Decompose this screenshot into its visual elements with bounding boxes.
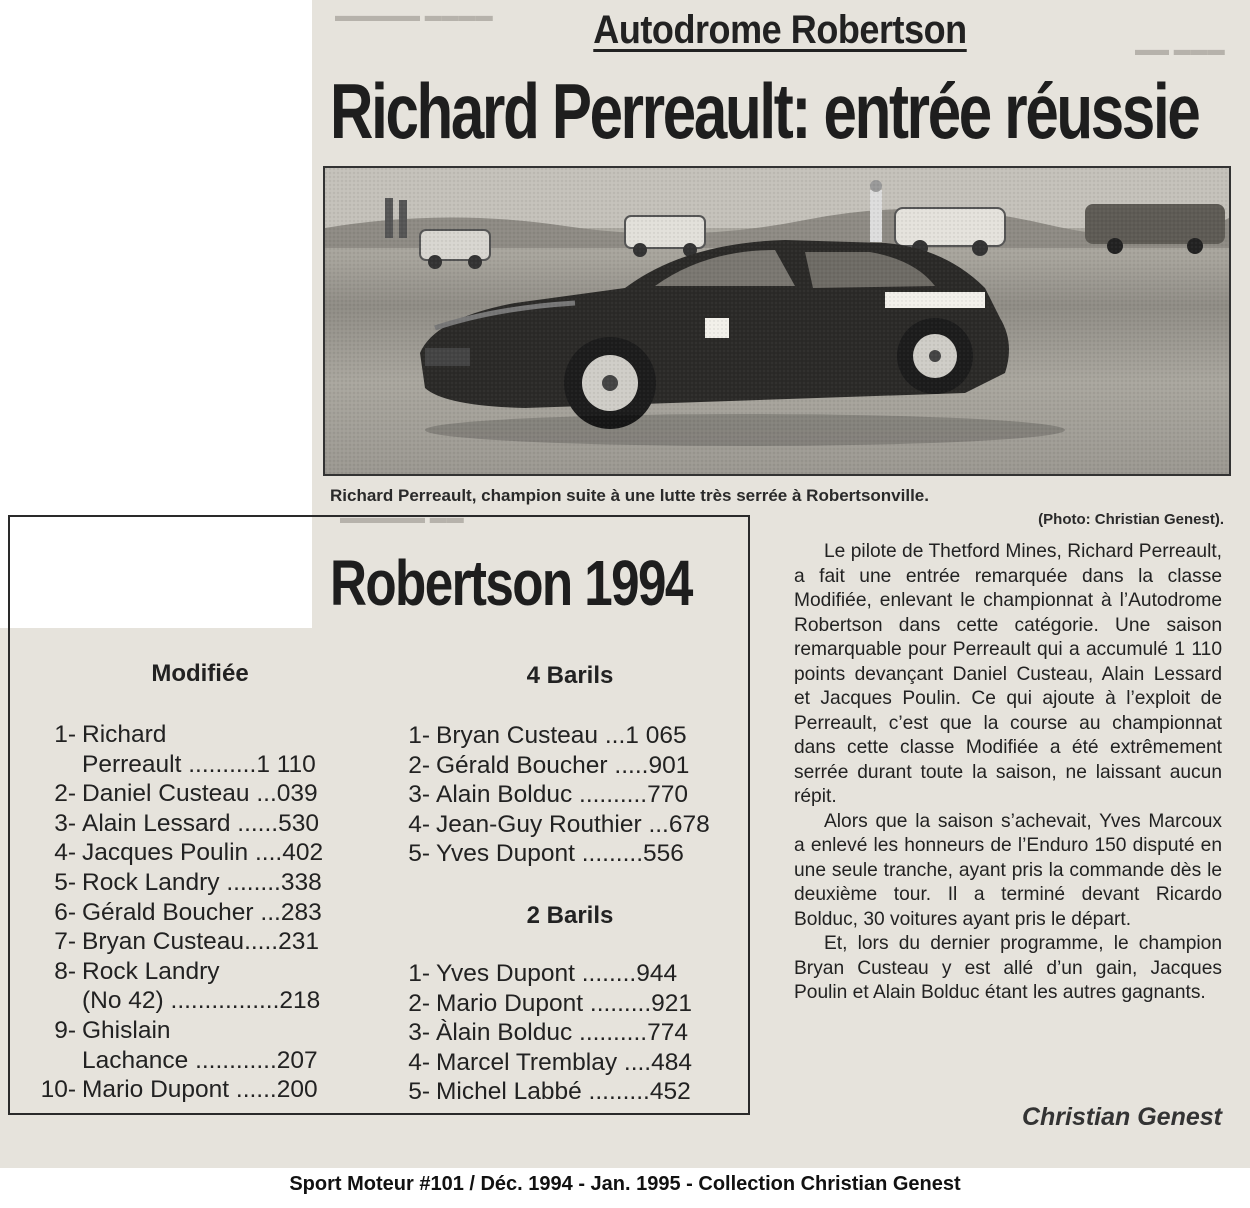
standings-row	[400, 721, 710, 751]
leader-dots: .....	[607, 751, 649, 779]
driver-name: Lachance	[82, 1046, 189, 1074]
collection-footer: Sport Moteur #101 / Déc. 1994 - Jan. 1995 - Collection Christian Genest	[289, 1173, 961, 1195]
rank-number: 4-	[408, 1048, 430, 1076]
points-value: 774	[647, 1019, 688, 1047]
standings-row	[28, 838, 323, 868]
points-value: 218	[279, 987, 321, 1015]
article-headline: Richard Perreault: entrée réussie	[330, 67, 1199, 155]
driver-name: Alain Lessard	[82, 809, 231, 837]
standings-row	[400, 810, 710, 840]
points-value: 1 065	[625, 722, 687, 749]
leader-dots: .........	[583, 989, 652, 1017]
leader-dots: ..........	[572, 781, 648, 809]
standings-row	[28, 809, 323, 839]
standings-row	[28, 1046, 323, 1076]
points-value: 484	[651, 1048, 693, 1076]
standings-row	[28, 957, 323, 987]
race-car-illustration	[325, 168, 1229, 474]
rank-number: 1-	[408, 960, 430, 987]
rank-number: 7-	[54, 928, 76, 956]
standings-row	[400, 780, 710, 810]
standings-row	[28, 779, 323, 809]
rank-number: 5-	[54, 868, 76, 896]
leader-dots: .........	[574, 840, 644, 868]
leader-dots: ............	[188, 1046, 277, 1074]
rank-number: 3-	[408, 1019, 430, 1047]
driver-name: Jean-Guy Routhier	[436, 810, 642, 838]
points-value: 921	[651, 989, 693, 1017]
driver-name: Mario Dupont	[436, 989, 584, 1017]
rank-number: 10-	[40, 1076, 76, 1104]
rank-number: 8-	[54, 957, 76, 985]
leader-dots: ......	[229, 1076, 277, 1104]
rank-number: 5-	[408, 1078, 430, 1106]
rank-number: 1-	[408, 722, 430, 749]
leader-dots: ...	[641, 810, 669, 838]
standings-row	[400, 1077, 692, 1107]
article-paragraph: Alors que la saison s’achevait, Yves Marcoux a enlevé les honneurs de l’Enduro 150 disputé en une seule tranche, ayant pris la commande dès le deuxième tour. Il a terminé devant Ricardo Bolduc, 30 voitures ayant pris le départ.	[794, 810, 1222, 930]
points-value: 402	[282, 839, 324, 867]
driver-name: Ghislain	[82, 1016, 171, 1044]
standings-title: Robertson 1994	[330, 547, 692, 619]
driver-name: Gérald Boucher	[82, 898, 254, 926]
standings-row	[400, 1048, 692, 1078]
standings-list-modifiee	[28, 720, 323, 1105]
driver-name: Gérald Boucher	[436, 751, 608, 779]
points-value: 207	[276, 1046, 318, 1074]
standings-row	[400, 1018, 692, 1048]
standings-row	[28, 720, 323, 750]
leader-dots: ......	[230, 809, 279, 837]
standings-row	[28, 898, 323, 928]
standings-row	[400, 959, 692, 989]
driver-name: Marcel Tremblay	[436, 1048, 618, 1076]
points-value: 678	[668, 810, 710, 838]
driver-name: Àlain Bolduc	[436, 1019, 573, 1047]
standings-row	[28, 1016, 323, 1046]
category-heading-4-barils: 4 Barils	[526, 662, 614, 689]
leader-dots: ................	[163, 987, 280, 1015]
leader-dots: ....	[617, 1048, 652, 1076]
points-value: 231	[278, 928, 319, 956]
driver-name: Rock Landry	[82, 957, 220, 985]
standings-row	[400, 751, 710, 781]
category-heading-modifiee: Modifiée	[151, 660, 249, 687]
points-value: 556	[643, 840, 684, 868]
race-car-photo	[323, 166, 1231, 476]
standings-list-2-barils	[400, 959, 692, 1107]
article-paragraph: Le pilote de Thetford Mines, Richard Perreault, a fait une entrée remarquée dans la classe Modifiée, enlevant le championnat à l’Autodrome Robertson dans cette catégorie. Une saison remarquable pour Perreault qui a accumulé 1 110 points devançant Daniel Custeau, Alain Lessard et Jacques Poulin. Ce qui ajoute à l’exploit de Perreault, c’est que la course au championnat dans cette classe Modifiée a été extrêmement serrée durant toute la saison, ne laissant aucun répit.	[794, 541, 1222, 807]
rank-number: 4-	[408, 810, 430, 838]
leader-dots: ...	[249, 780, 277, 808]
rank-number: 4-	[54, 839, 76, 867]
leader-dots: ........	[219, 868, 281, 896]
leader-dots: ...	[598, 722, 626, 749]
article-kicker: Autodrome Robertson	[593, 8, 967, 52]
standings-row	[28, 927, 323, 957]
category-heading-2-barils: 2 Barils	[526, 902, 614, 929]
leader-dots: .........	[581, 1078, 650, 1106]
driver-name: Michel Labbé	[436, 1078, 582, 1106]
points-value: 530	[278, 809, 319, 837]
driver-name: Perreault	[82, 750, 182, 778]
driver-name: Alain Bolduc	[436, 781, 573, 809]
leader-dots: ...	[253, 898, 281, 926]
rank-number: 5-	[408, 840, 430, 868]
rank-number: 2-	[408, 751, 430, 779]
driver-name: Jacques Poulin	[82, 839, 249, 867]
standings-row	[28, 868, 323, 898]
bleed-through-text: ▬▬▬▬▬ ▬▬▬▬	[335, 6, 493, 25]
points-value: 770	[647, 781, 688, 809]
driver-name: Rock Landry	[82, 868, 220, 896]
rank-number: 3-	[54, 809, 76, 837]
leader-dots: .....	[244, 928, 279, 956]
article-paragraph: Et, lors du dernier programme, le champion Bryan Custeau y est allé d’un gain, Jacques Poulin et Alain Bolduc étant les autres gagnants.	[794, 933, 1222, 1003]
rank-number: 1-	[54, 721, 76, 748]
rank-number: 3-	[408, 781, 430, 809]
bleed-through-text: ▬▬▬▬▬ ▬▬	[340, 508, 464, 527]
rank-number: 6-	[54, 898, 76, 926]
points-value: 283	[280, 898, 322, 926]
points-value: 944	[636, 960, 678, 987]
points-value: 452	[649, 1078, 691, 1106]
points-value: 338	[280, 868, 322, 896]
photo-credit: (Photo: Christian Genest).	[1038, 511, 1224, 528]
standings-row	[28, 1075, 323, 1105]
driver-name: Yves Dupont	[436, 960, 575, 987]
standings-list-4-barils	[400, 721, 710, 869]
rank-number: 9-	[54, 1016, 76, 1044]
driver-name: Mario Dupont	[82, 1076, 230, 1104]
points-value: 039	[276, 780, 318, 808]
photo-caption: Richard Perreault, champion suite à une lutte très serrée à Robertsonville.	[330, 486, 929, 505]
driver-name: Daniel Custeau	[82, 780, 250, 808]
bleed-through-text: ▬▬ ▬▬▬	[1135, 40, 1225, 59]
rank-number: 2-	[54, 780, 76, 808]
article-byline: Christian Genest	[1021, 1103, 1222, 1131]
rank-number: 2-	[408, 989, 430, 1017]
standings-row	[400, 839, 710, 869]
driver-name: Yves Dupont	[436, 840, 575, 868]
driver-name: Richard	[82, 721, 167, 748]
standings-row	[28, 750, 323, 780]
leader-dots: ....	[248, 839, 283, 867]
leader-dots: ..........	[181, 750, 257, 778]
standings-row	[400, 989, 692, 1019]
driver-name: (No 42)	[82, 987, 164, 1015]
points-value: 901	[648, 751, 690, 779]
driver-name: Bryan Custeau	[82, 928, 245, 956]
driver-name: Bryan Custeau	[436, 722, 599, 749]
leader-dots: ..........	[572, 1019, 648, 1047]
standings-row	[28, 986, 323, 1016]
leader-dots: ........	[574, 960, 637, 987]
points-value: 1 110	[256, 750, 316, 778]
points-value: 200	[276, 1076, 318, 1104]
article-body	[794, 540, 1222, 1006]
